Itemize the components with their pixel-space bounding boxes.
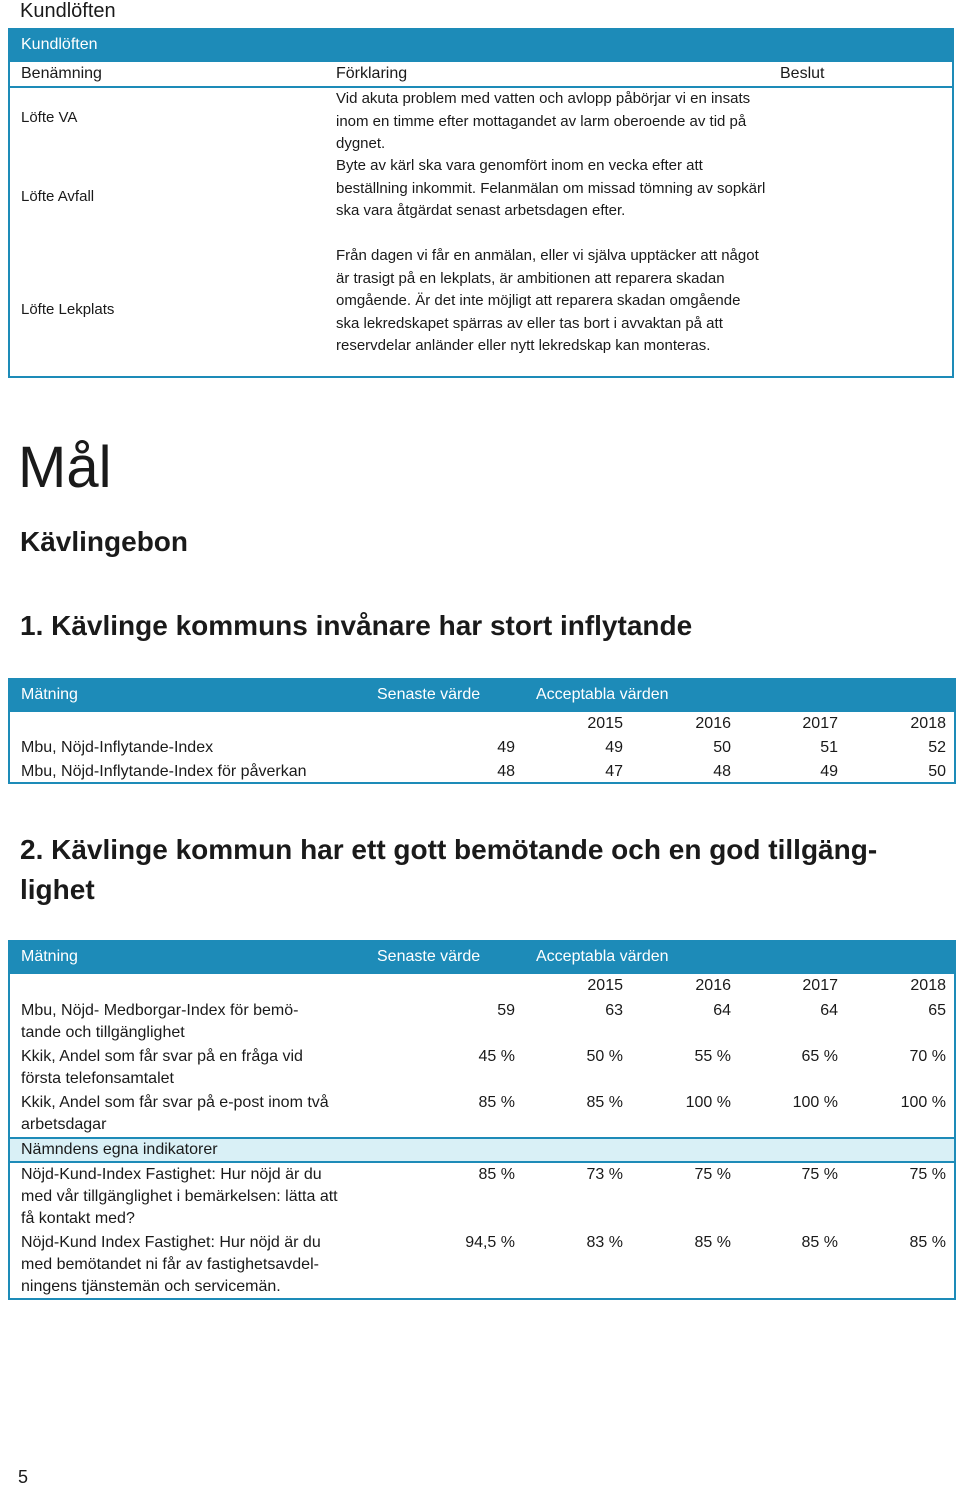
subgroup-row	[10, 1137, 954, 1163]
value: 73 %	[586, 1166, 623, 1183]
measure-label: Nöjd-Kund Index Fastighet: Hur nöjd är du med bemötandet ni får av fastighetsavdel- ningens tjänstemän och servicemän.	[21, 1234, 321, 1295]
header-latest: Senaste värde	[377, 686, 481, 703]
value: 52	[928, 739, 946, 756]
value: 48	[497, 763, 515, 780]
header-name: Benämning	[21, 65, 102, 82]
value: 64	[713, 1002, 731, 1019]
year: 2018	[910, 715, 946, 732]
value: 75 %	[694, 1166, 731, 1183]
year: 2017	[802, 715, 838, 732]
year: 2016	[695, 977, 731, 994]
value: 100 %	[900, 1094, 946, 1111]
value: 83 %	[586, 1234, 623, 1251]
promise-row-lekplats	[10, 245, 952, 377]
measure-label: Nöjd-Kund-Index Fastighet: Hur nöjd är du med vår tillgänglighet i bemärkelsen: lätta att få kontakt med?	[21, 1166, 338, 1227]
value: 45 %	[478, 1048, 515, 1065]
value: 63	[605, 1002, 623, 1019]
header-decision: Beslut	[780, 65, 825, 82]
year: 2015	[587, 977, 623, 994]
value: 59	[497, 1002, 515, 1019]
goal1-title: 1. Kävlinge kommuns invånare har stort inflytande	[20, 610, 693, 641]
value: 70 %	[909, 1048, 946, 1065]
promise-name: Löfte Avfall	[21, 188, 95, 205]
header-acceptable: Acceptabla värden	[536, 686, 669, 703]
value: 85 %	[801, 1234, 838, 1251]
promise-text: Från dagen vi får en anmälan, eller vi själva upptäcker att något är trasigt på en lekplats, är ambitionen att reparera skadan omgående. Är det inte möjligt att reparera skadan omgående ska lekredskapet spärras av eller tas bort i avvaktan på att reservdelar anländer eller nytt lekredskap kan monteras.	[336, 247, 759, 354]
measure-label: Kkik, Andel som får svar på en fråga vid första telefonsamtalet	[21, 1048, 303, 1087]
value: 85 %	[694, 1234, 731, 1251]
value: 48	[713, 763, 731, 780]
goal1-table	[8, 678, 956, 784]
value: 94,5 %	[465, 1234, 515, 1251]
value: 75 %	[909, 1166, 946, 1183]
value: 85 %	[478, 1094, 515, 1111]
value: 85 %	[478, 1166, 515, 1183]
value: 55 %	[694, 1048, 731, 1065]
value: 85 %	[909, 1234, 946, 1251]
measure-label: Mbu, Nöjd-Inflytande-Index för påverkan	[21, 763, 307, 780]
value: 65	[928, 1002, 946, 1019]
value: 50	[928, 763, 946, 780]
value: 50 %	[586, 1048, 623, 1065]
measure-label: Mbu, Nöjd-Inflytande-Index	[21, 739, 214, 756]
goal2-header	[10, 942, 954, 974]
value: 51	[820, 739, 838, 756]
goal2-table	[8, 940, 956, 1300]
page-title: Kundlöften	[20, 0, 116, 22]
subheading: Kävlingebon	[20, 526, 189, 557]
promises-table	[8, 28, 954, 378]
goal1-header	[10, 680, 954, 712]
year: 2015	[587, 715, 623, 732]
measure-label: Mbu, Nöjd- Medborgar-Index för bemö- tande och tillgänglighet	[21, 1002, 299, 1041]
value: 100 %	[685, 1094, 731, 1111]
goal2-title: 2. Kävlinge kommun har ett gott bemötande och en god tillgäng- lighet	[20, 834, 878, 905]
value: 50	[713, 739, 731, 756]
value: 64	[820, 1002, 838, 1019]
value: 100 %	[792, 1094, 838, 1111]
promises-header-row	[10, 62, 952, 88]
header-explanation: Förklaring	[336, 65, 408, 82]
header-measure: Mätning	[21, 686, 78, 703]
header-acceptable: Acceptabla värden	[536, 948, 669, 965]
promise-text: Byte av kärl ska vara genomfört inom en vecka efter att beställning inkommit. Felanmälan om missad tömning av sopkärl ska vara åtgärdat senast arbetsdagen efter.	[336, 157, 766, 219]
promise-row-va	[10, 88, 952, 156]
year: 2018	[910, 977, 946, 994]
value: 65 %	[801, 1048, 838, 1065]
measure-label: Kkik, Andel som får svar på e-post inom två arbetsdagar	[21, 1094, 329, 1133]
header-measure: Mätning	[21, 948, 78, 965]
value: 49	[497, 739, 515, 756]
section-heading: Mål	[18, 435, 112, 500]
promise-text: Vid akuta problem med vatten och avlopp påbörjar vi en insats inom en timme efter mottagandet av larm oberoende av tid på dygnet.	[336, 90, 751, 152]
promises-caption: Kundlöften	[10, 30, 952, 62]
year: 2017	[802, 977, 838, 994]
value: 49	[605, 739, 623, 756]
year: 2016	[695, 715, 731, 732]
value: 85 %	[586, 1094, 623, 1111]
promise-name: Löfte Lekplats	[21, 301, 115, 318]
promise-name: Löfte VA	[21, 109, 78, 126]
promise-row-avfall	[10, 155, 952, 247]
value: 49	[820, 763, 838, 780]
value: 47	[605, 763, 623, 780]
subgroup-label: Nämndens egna indikatorer	[21, 1141, 218, 1158]
header-latest: Senaste värde	[377, 948, 481, 965]
value: 75 %	[801, 1166, 838, 1183]
page-number: 5	[18, 1467, 29, 1487]
